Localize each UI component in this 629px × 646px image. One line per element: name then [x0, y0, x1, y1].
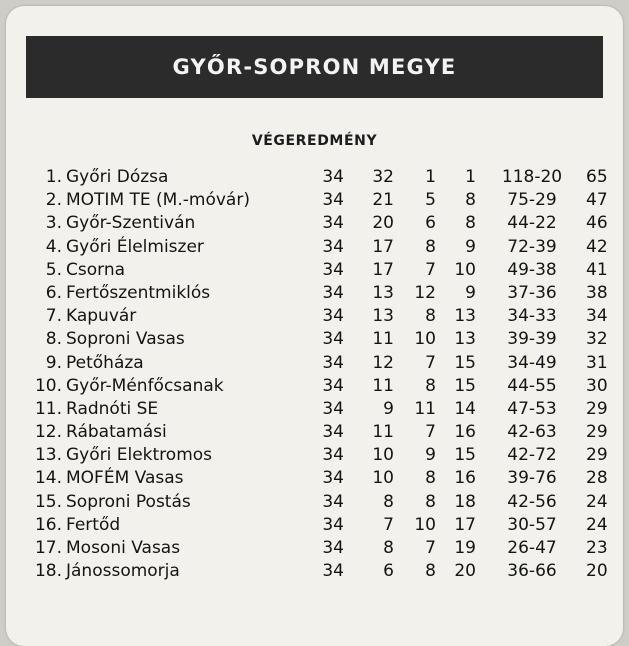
- cell-drawn: 8: [425, 561, 436, 582]
- cell-team: Győr-Szentiván: [66, 213, 196, 234]
- cell-lost: 15: [454, 375, 476, 396]
- table-row: [26, 444, 616, 467]
- cell-team: Fertőszentmiklós: [66, 282, 211, 303]
- cell-team: Radnóti SE: [66, 398, 159, 419]
- cell-drawn: 8: [425, 306, 436, 327]
- table-row: [26, 282, 616, 305]
- cell-points: 42: [586, 236, 608, 257]
- cell-played: 34: [322, 398, 344, 419]
- cell-lost: 18: [454, 491, 476, 512]
- cell-goals: 118-20: [501, 167, 563, 187]
- cell-points: 38: [586, 282, 608, 303]
- table-row: [26, 537, 616, 560]
- cell-lost: 17: [454, 514, 476, 535]
- table-row: [26, 352, 616, 375]
- cell-played: 34: [322, 282, 344, 303]
- cell-drawn: 8: [425, 375, 436, 396]
- table-row: [26, 328, 616, 351]
- cell-won: 32: [372, 167, 394, 187]
- cell-points: 30: [586, 375, 608, 396]
- cell-drawn: 10: [414, 514, 436, 535]
- cell-goals: 42-63: [507, 422, 557, 443]
- cell-team: Győr-Ménfőcsanak: [66, 375, 224, 396]
- cell-drawn: 12: [414, 282, 436, 303]
- cell-lost: 8: [465, 213, 476, 234]
- cell-drawn: 7: [425, 259, 436, 280]
- table-row: [26, 259, 616, 282]
- cell-played: 34: [322, 190, 344, 211]
- cell-played: 34: [322, 213, 344, 234]
- cell-rank: 13.: [34, 445, 62, 466]
- cell-rank: 12.: [34, 422, 62, 443]
- cell-goals: 34-33: [507, 306, 557, 327]
- table-row: [26, 236, 616, 259]
- cell-goals: 37-36: [507, 282, 557, 303]
- cell-won: 6: [383, 561, 394, 582]
- cell-played: 34: [322, 329, 344, 350]
- cell-rank: 1.: [45, 167, 62, 187]
- cell-won: 11: [372, 422, 394, 443]
- page-header: [26, 36, 603, 98]
- table-row: [26, 467, 616, 490]
- table-row: [26, 375, 616, 398]
- cell-drawn: 8: [425, 468, 436, 489]
- table-row: [26, 560, 616, 583]
- cell-rank: 15.: [34, 491, 62, 512]
- table-row: [26, 491, 616, 514]
- cell-goals: 26-47: [507, 538, 557, 558]
- cell-won: 21: [372, 190, 394, 211]
- table-row: [26, 514, 616, 537]
- table-row: [26, 166, 616, 189]
- cell-played: 34: [322, 167, 344, 187]
- cell-played: 34: [322, 468, 344, 489]
- cell-drawn: 8: [425, 236, 436, 257]
- page-card: [6, 6, 623, 646]
- table-row: [26, 189, 616, 212]
- cell-rank: 8.: [45, 329, 62, 350]
- cell-points: 41: [586, 259, 608, 280]
- cell-points: 29: [586, 422, 608, 443]
- table-row: [26, 212, 616, 235]
- cell-lost: 9: [465, 282, 476, 303]
- cell-lost: 14: [454, 398, 476, 419]
- cell-drawn: 6: [425, 213, 436, 234]
- cell-lost: 15: [454, 445, 476, 466]
- cell-rank: 14.: [34, 468, 62, 489]
- table-row: [26, 305, 616, 328]
- cell-rank: 2.: [45, 190, 62, 211]
- cell-points: 47: [586, 190, 608, 211]
- cell-lost: 9: [465, 236, 476, 257]
- cell-played: 34: [322, 445, 344, 466]
- cell-rank: 16.: [34, 514, 62, 535]
- cell-goals: 44-55: [507, 375, 557, 396]
- cell-lost: 8: [465, 190, 476, 211]
- cell-team: Soproni Vasas: [66, 329, 185, 350]
- cell-played: 34: [322, 561, 344, 582]
- cell-drawn: 7: [425, 352, 436, 373]
- cell-goals: 42-72: [507, 445, 557, 466]
- cell-won: 11: [372, 329, 394, 350]
- cell-points: 65: [586, 167, 608, 187]
- cell-rank: 4.: [45, 236, 62, 257]
- cell-won: 9: [383, 398, 394, 419]
- cell-lost: 1: [465, 167, 476, 187]
- table-row: [26, 398, 616, 421]
- cell-drawn: 5: [425, 190, 436, 211]
- cell-won: 17: [372, 236, 394, 257]
- cell-goals: 34-49: [507, 352, 557, 373]
- cell-drawn: 8: [425, 491, 436, 512]
- cell-points: 31: [586, 352, 608, 373]
- cell-team: Csorna: [66, 259, 126, 280]
- cell-goals: 39-76: [507, 468, 557, 489]
- section-title: VÉGEREDMÉNY: [251, 133, 378, 149]
- cell-team: Soproni Postás: [66, 491, 191, 512]
- cell-won: 10: [372, 468, 394, 489]
- cell-points: 34: [586, 306, 608, 327]
- cell-points: 29: [586, 445, 608, 466]
- cell-points: 29: [586, 398, 608, 419]
- cell-team: Jánossomorja: [66, 561, 180, 582]
- cell-played: 34: [322, 375, 344, 396]
- cell-team: Győri Dózsa: [66, 167, 169, 187]
- cell-won: 13: [372, 306, 394, 327]
- cell-won: 7: [383, 514, 394, 535]
- cell-goals: 49-38: [507, 259, 557, 280]
- cell-won: 17: [372, 259, 394, 280]
- cell-rank: 10.: [34, 375, 62, 396]
- cell-goals: 39-39: [507, 329, 557, 350]
- cell-played: 34: [322, 236, 344, 257]
- cell-goals: 72-39: [507, 236, 557, 257]
- cell-played: 34: [322, 422, 344, 443]
- cell-drawn: 7: [425, 538, 436, 558]
- cell-team: Győri Elektromos: [66, 445, 213, 466]
- cell-points: 32: [586, 329, 608, 350]
- cell-rank: 11.: [34, 398, 62, 419]
- table-row: [26, 421, 616, 444]
- cell-won: 10: [372, 445, 394, 466]
- cell-team: Fertőd: [66, 514, 121, 535]
- cell-lost: 15: [454, 352, 476, 373]
- cell-rank: 17.: [34, 538, 62, 558]
- cell-played: 34: [322, 538, 344, 558]
- cell-drawn: 9: [425, 445, 436, 466]
- cell-lost: 10: [454, 259, 476, 280]
- cell-rank: 6.: [45, 282, 62, 303]
- standings-table: [26, 166, 616, 583]
- cell-goals: 30-57: [507, 514, 557, 535]
- cell-team: MOTIM TE (M.-móvár): [66, 190, 250, 211]
- cell-lost: 19: [454, 538, 476, 558]
- cell-drawn: 10: [414, 329, 436, 350]
- cell-lost: 16: [454, 422, 476, 443]
- cell-won: 13: [372, 282, 394, 303]
- cell-team: Rábatamási: [66, 422, 167, 443]
- cell-played: 34: [322, 259, 344, 280]
- cell-team: Győri Élelmiszer: [66, 236, 204, 257]
- cell-points: 23: [586, 538, 608, 558]
- cell-rank: 7.: [45, 306, 62, 327]
- cell-points: 28: [586, 468, 608, 489]
- cell-rank: 18.: [34, 561, 62, 582]
- cell-played: 34: [322, 306, 344, 327]
- cell-goals: 42-56: [507, 491, 557, 512]
- cell-drawn: 1: [425, 167, 436, 187]
- cell-team: MOFÉM Vasas: [66, 468, 184, 489]
- cell-won: 8: [383, 538, 394, 558]
- cell-goals: 47-53: [507, 398, 557, 419]
- cell-won: 11: [372, 375, 394, 396]
- cell-drawn: 11: [414, 398, 436, 419]
- cell-won: 12: [372, 352, 394, 373]
- cell-played: 34: [322, 491, 344, 512]
- cell-lost: 13: [454, 306, 476, 327]
- cell-won: 20: [372, 213, 394, 234]
- cell-drawn: 7: [425, 422, 436, 443]
- cell-team: Mosoni Vasas: [66, 538, 181, 558]
- cell-rank: 5.: [45, 259, 62, 280]
- cell-won: 8: [383, 491, 394, 512]
- cell-goals: 75-29: [507, 190, 557, 211]
- cell-team: Petőháza: [66, 352, 144, 373]
- cell-lost: 16: [454, 468, 476, 489]
- cell-played: 34: [322, 352, 344, 373]
- cell-played: 34: [322, 514, 344, 535]
- cell-rank: 9.: [45, 352, 62, 373]
- cell-goals: 44-22: [507, 213, 557, 234]
- cell-team: Kapuvár: [66, 306, 137, 327]
- cell-lost: 13: [454, 329, 476, 350]
- cell-goals: 36-66: [507, 561, 557, 582]
- cell-points: 24: [586, 491, 608, 512]
- cell-points: 20: [586, 561, 608, 582]
- header-title: GYŐR-SOPRON MEGYE: [172, 55, 457, 79]
- cell-rank: 3.: [45, 213, 62, 234]
- cell-lost: 20: [454, 561, 476, 582]
- cell-points: 46: [586, 213, 608, 234]
- cell-points: 24: [586, 514, 608, 535]
